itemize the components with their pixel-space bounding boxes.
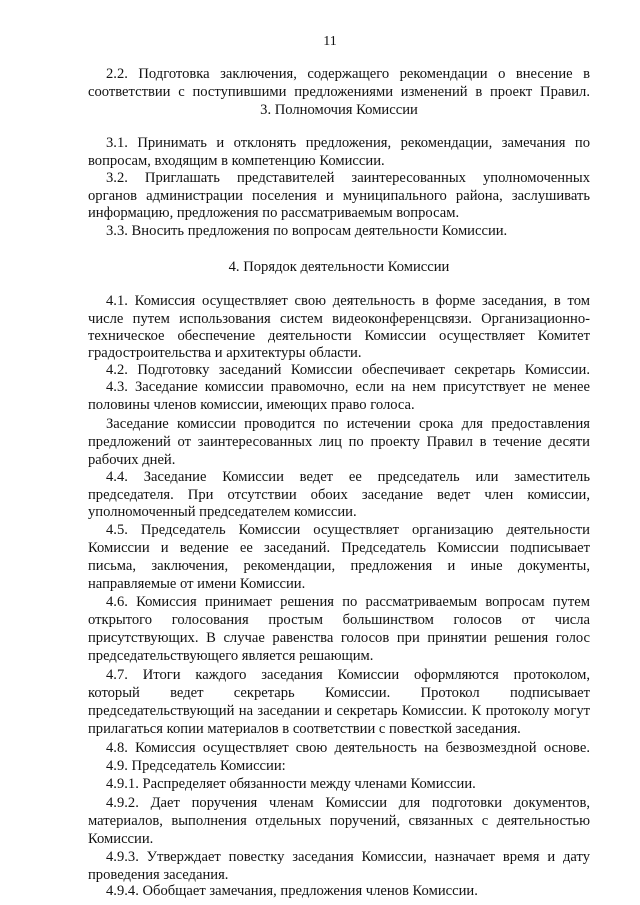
text-line: соответствии с поступившими предложениями изменений в проект Правил. — [88, 84, 590, 100]
text-line: органов администрации поселения и муниципального района, заслушивать — [88, 188, 590, 204]
text-line: материалов, выполнения отдельных поручений, связанных с деятельностью — [88, 813, 590, 829]
text-line: градостроительства и архитектуры области. — [88, 345, 362, 361]
text-line: рабочих дней. — [88, 452, 176, 468]
text-line: 4.1. Комиссия осуществляет свою деятельность в форме заседания, в том — [106, 293, 590, 309]
text-line: направляемые от имени Комиссии. — [88, 576, 306, 592]
text-line: половины членов комиссии, имеющих право голоса. — [88, 397, 415, 413]
text-line: 3.3. Вносить предложения по вопросам деятельности Комиссии. — [106, 223, 508, 239]
text-line: 4.8. Комиссия осуществляет свою деятельность на безвозмездной основе. — [106, 740, 590, 756]
text-line: председательствующий на заседании и секретарь Комиссии. К протоколу могут — [88, 703, 590, 719]
text-line: уполномоченный председателем комиссии. — [88, 504, 357, 520]
text-line: который ведет секретарь Комиссии. Протокол подписывает — [88, 685, 590, 701]
text-line: Комиссии. — [88, 831, 154, 847]
text-line: 4.9.2. Дает поручения членам Комиссии для подготовки документов, — [106, 795, 590, 811]
text-line: 4.5. Председатель Комиссии осуществляет организацию деятельности — [106, 522, 590, 538]
text-line: 4.7. Итоги каждого заседания Комиссии оформляются протоколом, — [106, 667, 590, 683]
text-line: Комиссии и ведение ее заседаний. Председатель Комиссии подписывает — [88, 540, 590, 556]
text-line: 3.2. Приглашать представителей заинтересованных уполномоченных — [106, 170, 590, 186]
text-line: присутствующих. В случае равенства голосов при принятии решения голос — [88, 630, 590, 646]
page-number: 11 — [323, 34, 337, 49]
section-heading: 4. Порядок деятельности Комиссии — [228, 259, 450, 275]
text-line: 4.9. Председатель Комиссии: — [106, 758, 286, 774]
text-line: Заседание комиссии проводится по истечении срока для предоставления — [106, 416, 590, 432]
text-line: 4.9.1. Распределяет обязанности между членами Комиссии. — [106, 776, 476, 792]
text-line: предложений от заинтересованных лиц по проекту Правил в течение десяти — [88, 434, 590, 450]
text-line: 4.6. Комиссия принимает решения по рассматриваемым вопросам путем — [106, 594, 590, 610]
text-line: информацию, предложения по рассматриваемым вопросам. — [88, 205, 460, 221]
text-line: председателя. При отсутствии обоих заседание ведет член комиссии, — [88, 487, 590, 503]
text-line: 2.2. Подготовка заключения, содержащего рекомендации о внесение в — [106, 66, 590, 82]
section-heading: 3. Полномочия Комиссии — [260, 102, 418, 118]
text-line: прилагаться копии материалов в соответствии с повесткой заседания. — [88, 721, 521, 737]
text-line: 4.2. Подготовку заседаний Комиссии обеспечивает секретарь Комиссии. — [106, 362, 590, 378]
text-line: 4.9.3. Утверждает повестку заседания Комиссии, назначает время и дату — [106, 849, 590, 865]
text-line: техническое обеспечение деятельности Комиссии осуществляет Комитет — [88, 328, 590, 344]
text-line: председательствующего является решающим. — [88, 648, 374, 664]
text-line: 4.9.4. Обобщает замечания, предложения членов Комиссии. — [106, 883, 478, 899]
text-line: письма, заключения, рекомендации, предложения и иные документы, — [88, 558, 590, 574]
text-line: вопросам, входящим в компетенцию Комиссии. — [88, 153, 385, 169]
text-line: 4.3. Заседание комиссии правомочно, если на нем присутствует не менее — [106, 379, 590, 395]
text-line: проведения заседания. — [88, 867, 229, 883]
text-line: 3.1. Принимать и отклонять предложения, рекомендации, замечания по — [106, 135, 590, 151]
text-line: числе путем использования систем видеоконференцсвязи. Организационно- — [88, 311, 590, 327]
text-line: 4.4. Заседание Комиссии ведет ее председатель или заместитель — [106, 469, 590, 485]
text-line: открытого голосования простым большинством голосов от числа — [88, 612, 590, 628]
